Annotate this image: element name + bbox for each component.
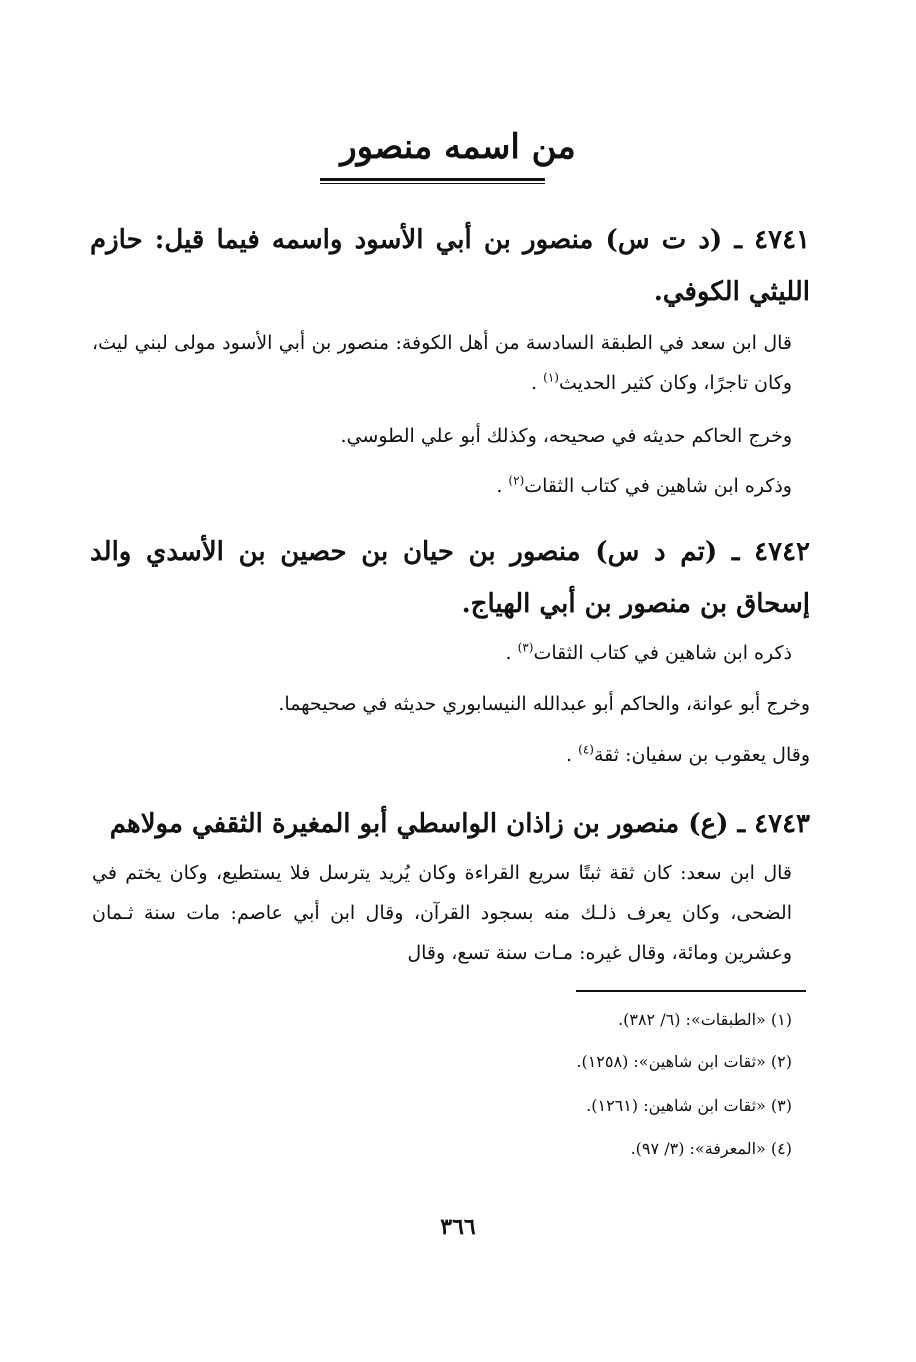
- title-underline-thin: [320, 183, 545, 184]
- paragraph-tail: .: [496, 475, 509, 497]
- footnote-separator: [576, 990, 806, 992]
- chapter-title: من اسمه منصور: [340, 127, 576, 167]
- paragraph-text: وقال يعقوب بن سفيان: ثقة: [593, 744, 810, 766]
- paragraph-tail: .: [505, 642, 518, 664]
- footnote-1: (١) «الطبقات»: (٦/ ٣٨٢).: [618, 1010, 792, 1029]
- entry-4741-paragraph: [92, 466, 792, 506]
- entry-4742-paragraph: [92, 633, 792, 673]
- paragraph-text: قال ابن سعد: كان ثقة ثبتًا سريع القراءة وكان يُريد يترسل فلا يستطيع، وكان يختم في الضحى، وكان يعرف ذلـك منه بسجود القرآن، وقال ابن أبي عاصم: مات سنة ثـمان وعشرين ومائة، وقال غيره: مـات سنة تسع، وقال: [92, 862, 792, 964]
- footnote-ref: (٣): [517, 640, 534, 655]
- paragraph-tail: .: [531, 372, 544, 394]
- entry-heading-4742: ٤٧٤٢ ـ (تم د س) منصور بن حيان بن حصين بن الأسدي والد إسحاق بن منصور بن أبي الهياج.: [90, 537, 810, 619]
- entry-4743-paragraph: [92, 853, 792, 973]
- paragraph-text: قال ابن سعد في الطبقة السادسة من أهل الكوفة: منصور بن أبي الأسود مولى لبني ليث، وكان تاجرًا، وكان كثير الحديث: [92, 332, 792, 394]
- footnote-4: (٤) «المعرفة»: (٣/ ٩٧).: [630, 1139, 792, 1158]
- entry-heading-4741: ٤٧٤١ ـ (د ت س) منصور بن أبي الأسود واسمه فيما قيل: حازم الليثي الكوفي.: [90, 225, 810, 307]
- entry-4741-paragraph: [92, 323, 792, 403]
- entry-4741-paragraph: [92, 416, 792, 456]
- entry-4742-paragraph: [94, 684, 810, 724]
- footnote-2: (٢) «ثقات ابن شاهين»: (١٢٥٨).: [576, 1052, 792, 1071]
- footnote-ref: (٢): [508, 473, 525, 488]
- page-number: ٣٦٦: [440, 1214, 476, 1240]
- paragraph-text: وخرج الحاكم حديثه في صحيحه، وكذلك أبو علي الطوسي.: [340, 425, 792, 447]
- paragraph-tail: .: [566, 744, 579, 766]
- footnote-ref: (٤): [578, 742, 594, 757]
- paragraph-text: ذكره ابن شاهين في كتاب الثقات: [533, 642, 792, 664]
- footnote-ref: (١): [543, 370, 559, 385]
- entry-4742-paragraph: [94, 735, 810, 775]
- entry-heading-4743: ٤٧٤٣ ـ (ع) منصور بن زاذان الواسطي أبو المغيرة الثقفي مولاهم: [109, 809, 810, 839]
- paragraph-text: وخرج أبو عوانة، والحاكم أبو عبدالله النيسابوري حديثه في صحيحهما.: [278, 693, 810, 715]
- paragraph-text: وذكره ابن شاهين في كتاب الثقات: [524, 475, 792, 497]
- title-underline: [320, 178, 545, 186]
- footnote-3: (٣) «ثقات ابن شاهين: (١٢٦١).: [586, 1096, 792, 1115]
- title-underline-thick: [320, 178, 545, 181]
